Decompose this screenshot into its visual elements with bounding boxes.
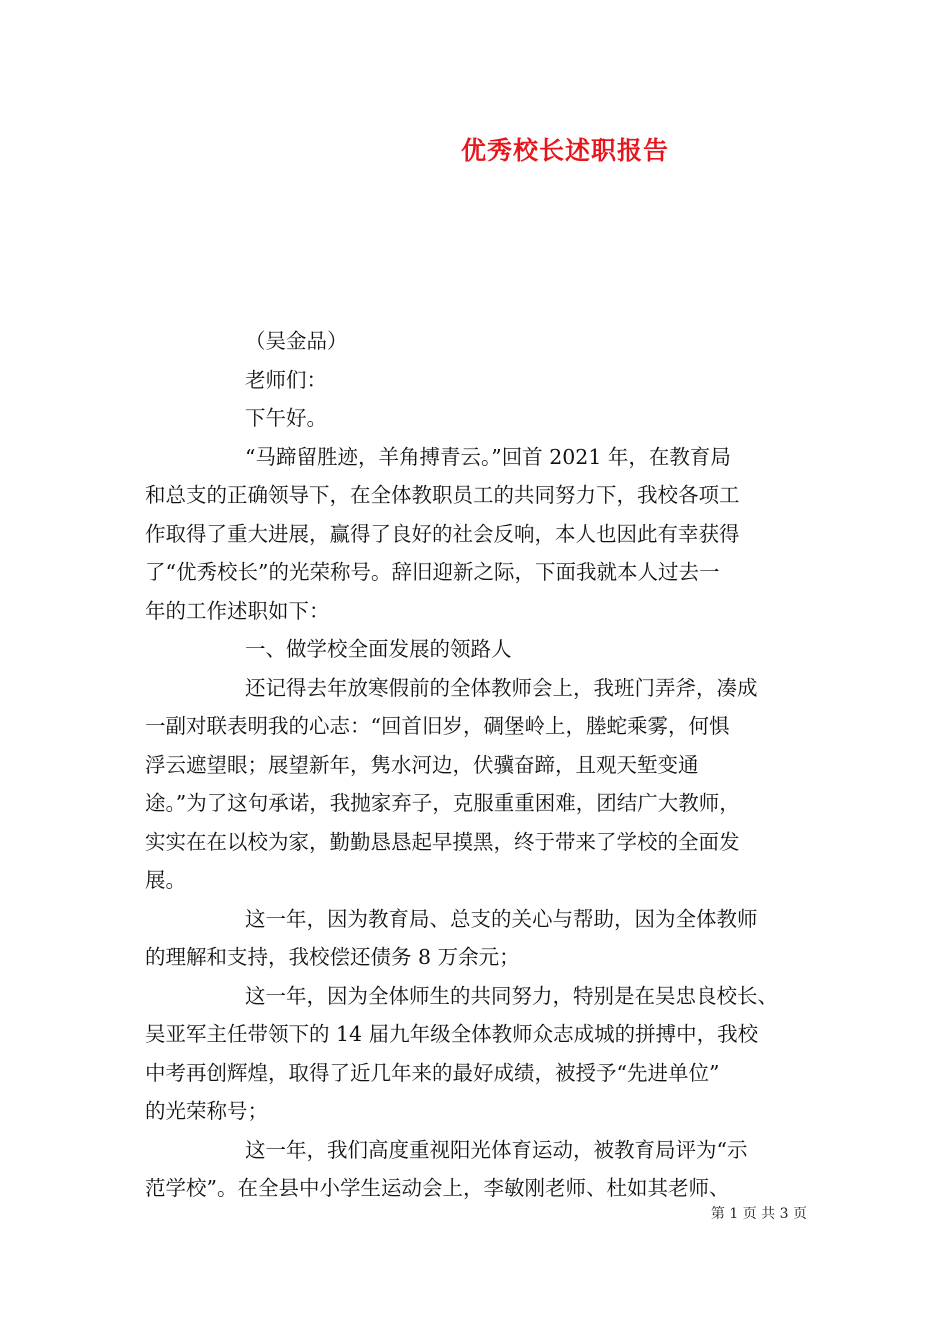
paragraph-line: “马蹄留胜迹，羊角搏青云。”回首 2021 年，在教育局 xyxy=(245,444,731,469)
paragraph-line: 实实在在以校为家，勤勤恳恳起早摸黑，终于带来了学校的全面发 xyxy=(145,829,740,854)
paragraph-intro xyxy=(145,438,810,631)
paragraph-line: 这一年，因为教育局、总支的关心与帮助，因为全体教师 xyxy=(245,906,758,931)
paragraph-line: 年的工作述职如下： xyxy=(145,598,330,623)
section-heading xyxy=(145,630,810,669)
paragraph-couplet xyxy=(145,669,810,900)
paragraph-line: 的理解和支持，我校偿还债务 8 万余元； xyxy=(145,945,520,969)
paragraph-line: 范学校”。在全县中小学生运动会上，李敏刚老师、杜如其老师、 xyxy=(145,1176,730,1200)
paragraph-line: 吴亚军主任带领下的 14 届九年级全体教师众志成城的拼搏中，我校 xyxy=(145,1022,759,1046)
salutation: 老师们： xyxy=(245,367,327,392)
paragraph-line: 的光荣称号； xyxy=(145,1099,268,1123)
paragraph-line: 中考再创辉煌，取得了近几年来的最好成绩，被授予“先进单位” xyxy=(145,1060,720,1085)
paragraph-sports xyxy=(145,1131,810,1208)
paragraph-line: 途。”为了这句承诺，我抛家弃子，克服重重困难，团结广大教师， xyxy=(145,791,740,815)
document-body xyxy=(145,322,810,1208)
paragraph-line: 展。 xyxy=(145,868,186,892)
paragraph-exam xyxy=(145,977,810,1131)
paragraph-line: 还记得去年放寒假前的全体教师会上，我班门弄斧，凑成 xyxy=(245,675,758,700)
paragraph-line: 浮云遮望眼；展望新年，隽水河边，伏骥奋蹄，且观天堑变通 xyxy=(145,752,699,777)
paragraph-line: 作取得了重大进展，赢得了良好的社会反响，本人也因此有幸获得 xyxy=(145,521,740,546)
paragraph-line: 一副对联表明我的心志：“回首旧岁，碉堡岭上，塍蛇乘雾，何惧 xyxy=(145,714,730,738)
greeting: 下午好。 xyxy=(245,406,327,430)
author-line: （吴金品） xyxy=(245,329,348,353)
section-heading-text: 一、做学校全面发展的领路人 xyxy=(245,637,512,661)
paragraph-debt xyxy=(145,900,810,977)
page-footer: 第 1 页 共 3 页 xyxy=(710,1206,807,1222)
paragraph-line: 这一年，我们高度重视阳光体育运动，被教育局评为“示 xyxy=(245,1137,748,1162)
paragraph-line: 和总支的正确领导下，在全体教职员工的共同努力下，我校各项工 xyxy=(145,483,740,507)
document-title: 优秀校长述职报告 xyxy=(460,136,669,165)
paragraph-line: 这一年，因为全体师生的共同努力，特别是在吴忠良校长、 xyxy=(245,983,778,1008)
paragraph-line: 了“优秀校长”的光荣称号。辞旧迎新之际，下面我就本人过去一 xyxy=(145,560,720,584)
